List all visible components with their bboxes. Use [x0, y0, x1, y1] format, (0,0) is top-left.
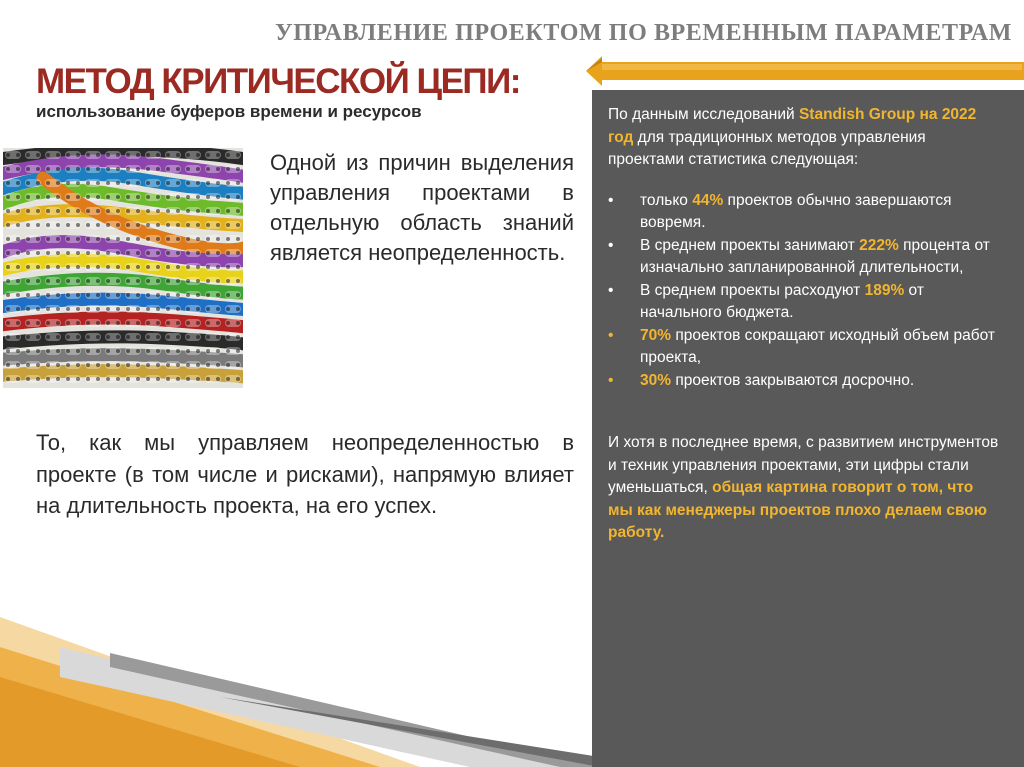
uncertainty-paragraph: То, как мы управляем неопределенностью в проекте (в том числе и рисками), напрямую влияет на длительность проекта, на его успех. — [36, 430, 574, 518]
stat-value: 70% — [640, 326, 672, 344]
chains-photo — [3, 148, 243, 388]
corner-decoration — [0, 607, 600, 767]
bullet-icon: • — [608, 371, 614, 389]
stat-value: 222% — [859, 236, 899, 254]
stat-pre: В среднем проекты занимают — [640, 236, 860, 254]
stat-pre: В среднем проекты расходуют — [640, 281, 865, 299]
panel-intro-pre: По данным исследований — [608, 106, 799, 123]
statistics-panel — [592, 90, 1024, 767]
statistics-list — [608, 190, 1000, 393]
stat-item — [608, 325, 1000, 370]
stat-item — [608, 280, 1000, 325]
stat-post: процента от изначально запланированной длительности, — [640, 236, 990, 276]
stat-item — [608, 370, 1000, 393]
bullet-icon: • — [608, 326, 614, 344]
stat-item — [608, 235, 1000, 280]
panel-intro — [608, 104, 1000, 172]
stat-value: 189% — [864, 281, 905, 299]
bullet-icon: • — [608, 236, 614, 254]
panel-conclusion — [608, 432, 1000, 545]
stat-item — [608, 190, 1000, 235]
chains-illustration — [3, 148, 243, 388]
stat-post: проектов закрываются досрочно. — [671, 371, 915, 389]
stat-post: от начального бюджета. — [640, 281, 924, 321]
panel-conclusion-pre: И хотя в последнее время, с развитием инструментов и техник управления проектами, эти цифры стали уменьшаться, — [608, 434, 999, 496]
panel-intro-source: Standish Group на 2022 год — [608, 106, 977, 146]
intro-paragraph: Одной из причин выделения управления проектами в отдельную область знаний является неопределенность. — [270, 150, 574, 265]
statistics-panel-content — [608, 104, 1000, 545]
panel-intro-post: для традиционных методов управления проектами статистика следующая: — [608, 128, 926, 168]
sub-heading: использование буферов времени и ресурсов — [36, 102, 422, 121]
bullet-icon: • — [608, 281, 614, 299]
stat-value: 30% — [640, 371, 672, 389]
bullet-icon: • — [608, 191, 614, 209]
left-arrow-bar — [586, 56, 1024, 86]
stat-post: проектов обычно завершаются вовремя. — [640, 191, 952, 231]
slide-top-title: УПРАВЛЕНИЕ ПРОЕКТОМ ПО ВРЕМЕННЫМ ПАРАМЕТРАМ — [275, 20, 1012, 46]
main-heading: МЕТОД КРИТИЧЕСКОЙ ЦЕПИ: — [36, 62, 520, 101]
stat-pre: только — [640, 191, 693, 209]
stat-value: 44% — [692, 191, 724, 209]
stat-post: проектов сокращают исходный объем работ проекта, — [640, 326, 995, 366]
panel-conclusion-highlight: общая картина говорит о том, что мы как менеджеры проектов плохо делаем свою работу. — [608, 479, 988, 541]
